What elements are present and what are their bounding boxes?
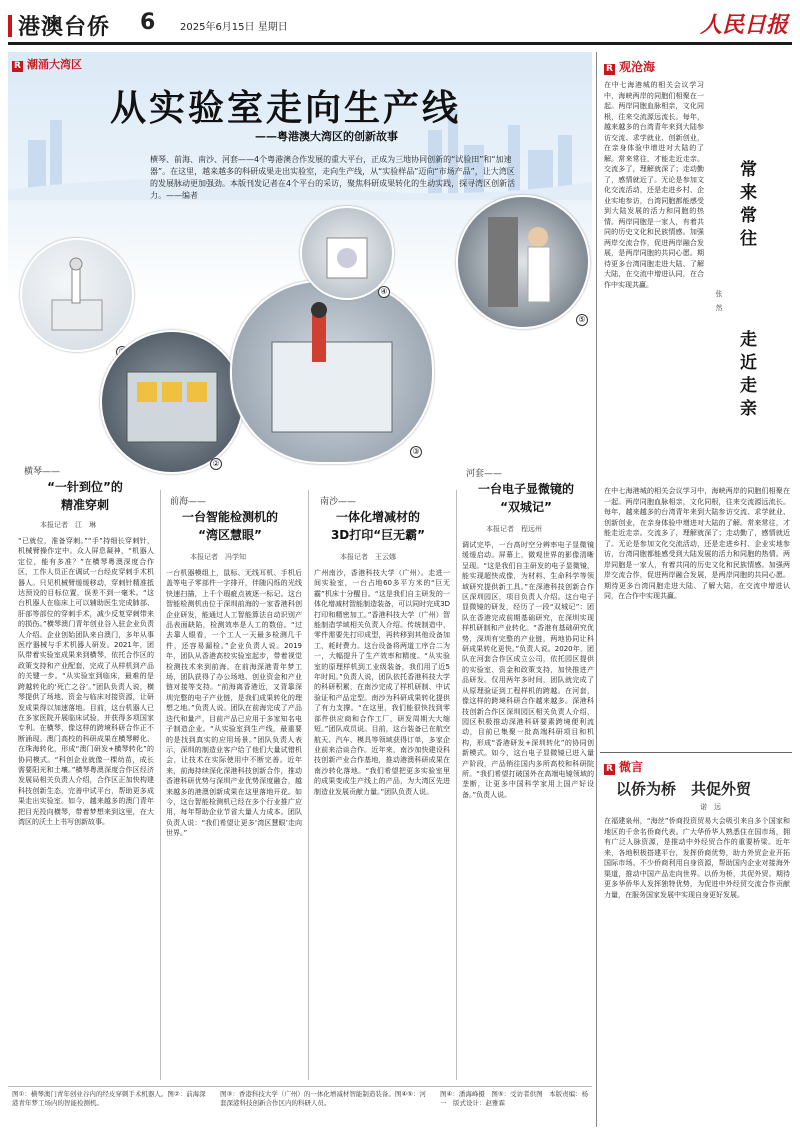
scientist-icon (458, 197, 588, 327)
article-4-title: 一台电子显微镜的 “双城记” (477, 482, 574, 514)
article-3-byline: 本报记者 王云娜 (340, 553, 396, 561)
photo-1 (20, 238, 134, 352)
photo-num-3: ③ (410, 446, 422, 458)
right-essay-body-2: 在中七海港城的相关会议学习中，海峡两岸的同胞们相聚在一起。两岸同胞血脉相亲，文化同根，往来交流源远流长。每年，越来越多的台湾青年来到大陆参访交流、求学就业、创新创业，在亲身体验中增进对大陆的了解。常来常往，才能走近走亲。交流多了，理解就深了；走动勤了，感情就近了。无论是参加文化交流活动，还是走进乡村、企业实地参访，台湾同胞都能感受到大陆发展的活力和同胞的热情。两岸同胞是一家人，有着共同的历史文化和民族情感。加强两岸交流合作，促进两岸融合发展，是两岸同胞的共同心愿。期待更多台湾同胞走进大陆、了解大陆，在交流中增进认同，在合作中实现共赢。 (604, 487, 790, 600)
caption-3: 图④：潘海峰摄 图⑤：受访者供图 本版责编：杨一 版式设计：赵雅霖 (440, 1090, 589, 1107)
right-essay-body-1: 在中七海港城的相关会议学习中，海峡两岸的同胞们相聚在一起。两岸同胞血脉相亲，文化同根，往来交流源远流长。每年，越来越多的台湾青年来到大陆参访交流、求学就业、创新创业，在亲身体验中增进对大陆的了解。常来常往，才能走近走亲。交流多了，理解就深了；走动勤了，感情就近了。无论是参加文化交流活动，还是走进乡村、企业实地参访，台湾同胞都能感受到大陆发展的活力和同胞的热情。两岸同胞是一家人，有着共同的历史文化和民族情感。加强两岸交流合作，促进两岸融合发展，是两岸同胞的共同心愿。期待更多台湾同胞走进大陆、了解大陆，在交流中增进认同，在合作中实现共赢。 (604, 81, 704, 289)
inspection-machine-icon (102, 332, 242, 472)
right-author: 张 然 (715, 290, 723, 311)
photo-5 (456, 195, 590, 329)
article-4-place: 河套—— (466, 469, 503, 479)
photo-num-2: ② (210, 458, 222, 470)
article-1-body: “已就位，准备穿刺。”“手”持细长穿刺针，机械臂操作定中。众人屏息凝神，“机器人定位，能有多准？”在横琴粤澳深度合作区，工作人员正在调试一台经皮穿刺手术机器人。只见机械臂缓缓移动，穿刺针精准抵达预设的目标位置，误差不到一毫米。“这台机器人在临床上可以辅助医生完成肺部、肝部等部位的穿刺手术，减少反复穿刺带来的损伤。”横琴澳门青年创业谷入驻企业负责人介绍。企业创始团队来自澳门，多年从事医疗器械与手术机器人研发。2021年，团队带着实验室成果来到横琴，依托合作区的政策支持和产业配套，完成了从样机到产品的关键一步。“从实验室到临床，最难的是跨越转化的‘死亡之谷’。”团队负责人说，横琴提供了场地、资金与临床对接资源，让研发成果得以加速落地。目前，这台机器人已在多家医院开展临床试验，并获得多项国家专利。在横琴，像这样的跨境科研合作正不断涌现。澳门高校的科研成果在横琴孵化、在珠海转化，形成“澳门研发+横琴转化”的协同模式。“科创企业就像一棵幼苗，成长需要阳光和土壤。”横琴粤澳深度合作区经济发展局相关负责人介绍，合作区正加快构建科技创新生态，完善中试平台，帮助更多成果走出实验室。如今，越来越多的澳门青年把目光投向横琴，带着梦想来到这里，在大湾区的沃土上书写创新故事。 (18, 537, 154, 826)
page-header (8, 8, 792, 45)
right-title-3: 以侨为桥 共促外贸 (616, 780, 752, 798)
article-3-place: 南沙—— (320, 497, 357, 507)
photo-num-4: ④ (378, 286, 390, 298)
article-2-body: 一台机器模组上，鼠标、无线耳机、手机后盖等电子零部件一字排开，伴随闪烁的光线快速扫描，上千个瑕疵点被逐一标记。这台智能检测机由位于深圳前海的一家香港科创企业研发，能通过人工智能算法自动识别产品表面缺陷，检测效率是人工的数倍。“过去靠人眼看，一个工人一天最多检测几千件，还容易漏检。”企业负责人说。2019年，团队从香港高校实验室起步，带着视觉检测技术来到前海。在前海深港青年梦工场，团队获得了办公场地、创业资金和产业链对接等支持。“前海离香港近，又背靠深圳完整的电子产业链，是我们成果转化的理想之地。”负责人说。团队在前海完成了产品迭代和量产，目前产品已应用于多家知名电子制造企业。“从实验室到生产线，最重要的是找到真实的应用场景。”团队负责人表示，深圳的制造业客户给了他们大量试错机会，让技术在实际使用中不断完善。近年来，前海持续深化深港科技创新合作，推动香港科研优势与深圳产业优势深度融合，越来越多的港澳创新成果在这里落地开花。如今，这台智能检测机已经在多个行业推广应用，每年帮助企业节省大量人力成本。团队负责人说：“我们希望让更多‘湾区慧眼’走向世界。” (166, 569, 302, 838)
section-name: 港澳台侨 (8, 10, 110, 41)
page-number: 6 (140, 10, 156, 35)
article-1-byline: 本报记者 江 琳 (40, 521, 96, 529)
photo-num-5: ⑤ (576, 314, 588, 326)
photo-3 (230, 280, 434, 464)
lab-equipment-icon (302, 208, 392, 298)
right-author-2: 诺 远 (700, 803, 721, 811)
newspaper-logo: 人民日报 (699, 12, 788, 38)
footer-rule (8, 1086, 592, 1087)
right-rule (600, 752, 792, 753)
feature-intro: 横琴、前海、南沙、河套——4个粤港澳合作发展的重大平台，正成为三地协同创新的“试验田”和“加速器”。在这里，越来越多的科研成果走出实验室，走向生产线，从“实验样品”迈向“市场产品”，让大湾区的发展脉动更加强劲。本版刊发记者在4个平台的采访，聚焦科研成果转化的生动实践，探寻湾区创新活力。——编者 (150, 155, 516, 200)
article-2-title: 一台智能检测机的 “湾区慧眼” (181, 510, 278, 542)
right-title-2: 走近走亲 (736, 330, 756, 422)
article-4-byline: 本报记者 程远州 (486, 525, 542, 533)
article-3-body: 广州南沙，香港科技大学（广州）。走进一间实验室，一台占地60多平方米的“巨无霸”机床十分醒目。“这是我们自主研发的一体化增减材智能制造装备，可以同时完成3D打印和精密加工。”香港科技大学（广州）智能制造学域相关负责人介绍。传统制造中，零件需要先打印成型，再转移到其他设备加工，耗时费力。这台设备将两道工序合二为一，大幅提升了生产效率和精度。“从实验室的原理样机到工业级装备，我们用了近5年时间。”负责人说，团队依托香港科技大学的科研积累，在南沙完成了样机研制、中试验证和产品定型。南沙为科研成果转化提供了有力支撑。“在这里，我们能很快找到零部件供应商和合作工厂，研发周期大大缩短。”团队成员说。目前，这台装备已在航空航天、汽车、模具等领域获得订单，多家企业前来洽谈合作。近年来，南沙加快建设科技创新产业合作基地，推动港澳科研成果在南沙转化落地。“我们希望把更多实验室里的成果变成生产线上的产品，为大湾区先进制造业发展贡献力量。”团队负责人说。 (314, 569, 450, 796)
right-tag-2: R 微言 (604, 758, 643, 775)
caption-1: 图①：横琴澳门青年创业谷内的经皮穿刺手术机器人。图②：前海深港青年梦工场内的智能检测机。 (12, 1090, 206, 1107)
caption-2: 图③：香港科技大学（广州）的一体化增减材智能制造装备。图④⑤：河套深港科技创新合作区内的科研人员。 (220, 1090, 426, 1107)
column-divider (308, 490, 309, 1080)
article-4-body: 调试完毕，一台高时空分辨率电子显微镜缓缓启动。屏幕上，微观世界的影像清晰呈现。“这是我们自主研发的电子显微镜，能实现超快成像，为材料、生命科学等领域研究提供新工具。”在深港科技创新合作区深圳园区，项目负责人介绍。这台电子显微镜的研发，经历了一段“双城记”：团队在香港完成前期基础研究，在深圳实现样机研制和产业转化。“香港有基础研究优势，深圳有完整的产业链，两地协同让科研成果转化更快。”负责人说。2020年，团队在河套合作区成立公司，依托园区提供的实验室、资金和政策支持，加快推进产品研发。仅用两年多时间，团队就完成了从原理验证到工程样机的跨越。在河套，像这样的跨境科研合作越来越多。深港科技创新合作区深圳园区相关负责人介绍，园区积极推动深港科研要素跨境便利流动，目前已集聚一批高端科研项目和机构，形成“香港研发+深圳转化”的协同创新模式。如今，这台电子显微镜已进入量产阶段，产品销往国内多所高校和科研院所。“我们希望打破国外在高端电镜领域的垄断，让更多中国科学家用上国产好设备。”负责人说。 (462, 541, 594, 799)
robot-arm-icon (22, 240, 132, 350)
issue-date: 2025年6月15日 星期日 (180, 22, 288, 33)
right-divider (596, 52, 597, 1127)
tag-box-icon: R (12, 61, 23, 72)
feature-subtitle: ——粤港澳大湾区的创新故事 (255, 130, 398, 143)
article-3-title: 一体化增减材的 3D打印“巨无霸” (330, 510, 426, 542)
article-2-place: 前海—— (170, 497, 207, 507)
right-title-1: 常来常往 (736, 160, 756, 252)
right-tag: R 观沧海 (604, 58, 655, 75)
article-1-title: “一针到位”的 精准穿刺 (47, 480, 123, 512)
right-essay-body-3: 在福建泉州，“海丝”侨商投资贸易大会吸引来自多个国家和地区的千余名侨商代表。广大华侨华人熟悉住在国市场，拥有广泛人脉资源，是推动中外经贸合作的重要桥梁。近年来，各地积极搭建平台，发挥侨商优势，助力外贸企业开拓国际市场。不少侨商利用自身资源，帮助国内企业对接海外渠道，推动中国产品走向世界。以侨为桥，共促外贸。期待更多华侨华人发挥独特优势，为促进中外经贸交流合作贡献力量，在服务国家发展中实现自身更好发展。 (604, 817, 790, 899)
3d-printer-icon (232, 282, 432, 462)
article-2-byline: 本报记者 冯学知 (190, 553, 246, 561)
tag-box-icon: R (604, 764, 615, 775)
feature-tag: R 潮涌大湾区 (12, 56, 82, 72)
section-marker (8, 15, 12, 37)
photo-2 (100, 330, 244, 474)
column-divider (456, 490, 457, 1080)
feature-title: 从实验室走向生产线 (110, 87, 462, 129)
tag-box-icon: R (604, 64, 615, 75)
article-1-place: 横琴—— (24, 467, 61, 477)
column-divider (160, 490, 161, 1080)
